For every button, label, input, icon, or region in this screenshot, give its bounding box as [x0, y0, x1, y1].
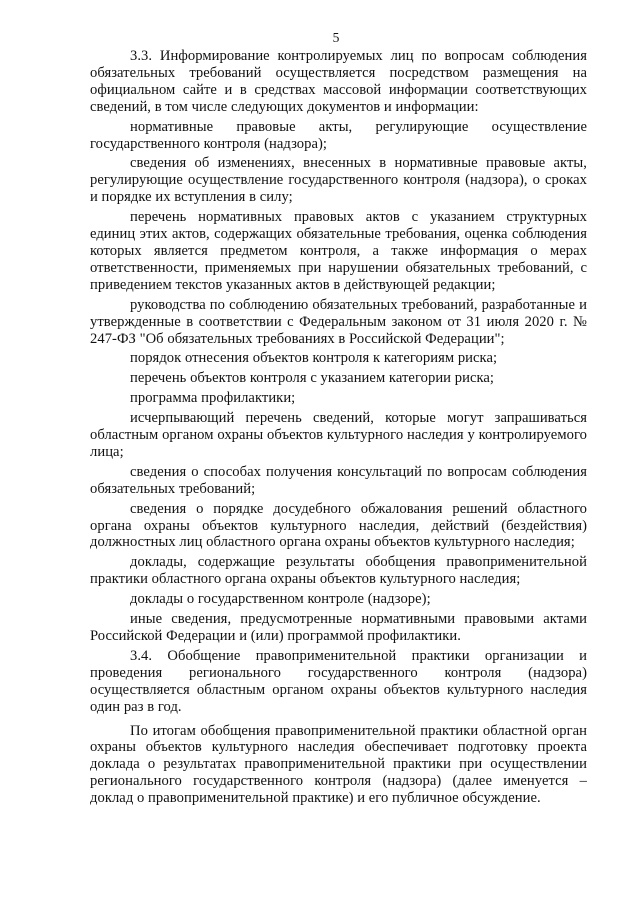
page-number: 5 [332, 30, 340, 45]
list-item: сведения о порядке досудебного обжалования решений областного органа охраны объектов культурного наследия, действий (бездействия) должностных лиц областного органа охраны объектов культурного наследия; [90, 500, 587, 551]
list-item: порядок отнесения объектов контроля к категориям риска; [130, 350, 498, 367]
paragraph-3-3: 3.3. Информирование контролируемых лиц по вопросам соблюдения обязательных требований осуществляется посредством размещения на официальном сайте и в средствах массовой информации соответствующих сведений, в том числе следующих документов и информации: [90, 48, 587, 115]
list-item: доклады, содержащие результаты обобщения правоприменительной практики областного органа охраны объектов культурного наследия; [90, 554, 587, 588]
list-item: доклады о государственном контроле (надзоре); [130, 591, 431, 608]
paragraph-3-4: 3.4. Обобщение правоприменительной практики организации и проведения регионального государственного контроля (надзора) осуществляется областным органом охраны объектов культурного наследия один раз в год. [90, 647, 587, 715]
paragraph-summary: По итогам обобщения правоприменительной практики областной орган охраны объектов культурного наследия обеспечивает подготовку проекта доклада о результатах правоприменительной практики при осуществлении регионального государственного контроля (надзора) (далее именуется – доклад о правоприменительной практике) и его публичное обсуждение. [90, 722, 587, 807]
list-item: исчерпывающий перечень сведений, которые могут запрашиваться областным органом охраны объектов культурного наследия у контролируемого лица; [90, 410, 587, 460]
list-item: иные сведения, предусмотренные нормативными правовыми актами Российской Федерации и (или) программой профилактики. [90, 611, 587, 644]
list-item: нормативные правовые акты, регулирующие осуществление государственного контроля (надзора); [90, 118, 587, 152]
list-item: руководства по соблюдению обязательных требований, разработанные и утвержденные в соответствии с Федеральным законом от 31 июля 2020 г. № 247-ФЗ "Об обязательных требованиях в Российской Федерации"; [90, 296, 587, 347]
list-item: перечень нормативных правовых актов с указанием структурных единиц этих актов, содержащих обязательные требования, оценка соблюдения которых является предметом контроля, а также информация о мерах ответственности, применяемых при нарушении обязательных требований, с приведением текстов указанных актов в действующей редакции; [90, 209, 587, 293]
list-item: программа профилактики; [130, 390, 296, 407]
list-item: сведения об изменениях, внесенных в нормативные правовые акты, регулирующие осуществление государственного контроля (надзора), о сроках и порядке их вступления в силу; [90, 155, 587, 206]
list-item: сведения о способах получения консультаций по вопросам соблюдения обязательных требований; [90, 463, 587, 497]
list-item: перечень объектов контроля с указанием категории риска; [130, 370, 495, 387]
document-body [90, 48, 587, 807]
